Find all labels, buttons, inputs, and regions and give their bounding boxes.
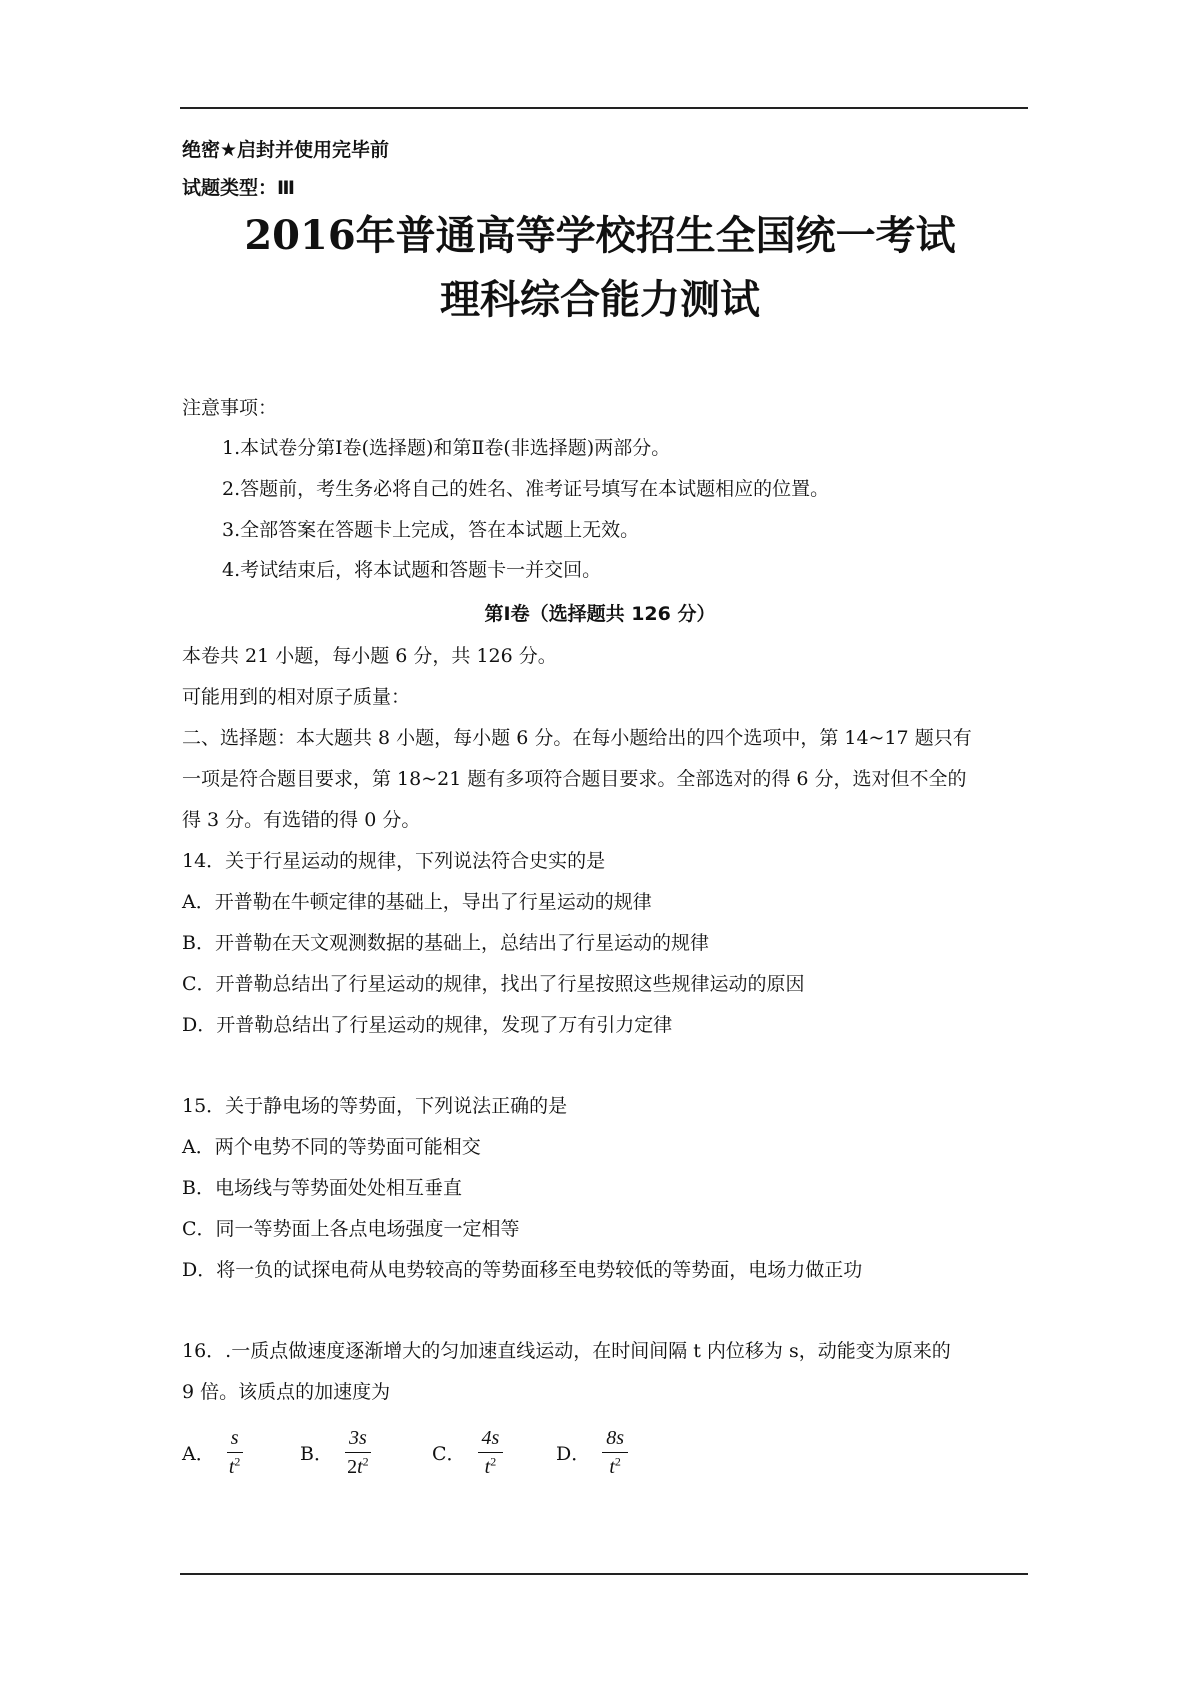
notes-item: 3.全部答案在答题卡上完成，答在本试题上无效。 [222,519,640,541]
part2-instructions: 一项是符合题目要求，第 18~21 题有多项符合题目要求。全部选对的得 6 分，选对但不全的 [182,768,967,790]
option-label: B． [300,1442,333,1465]
question-stem: 16．.一质点做速度逐渐增大的匀加速直线运动，在时间间隔 t 内位移为 s，动能变为原来的 [182,1340,951,1362]
denominator-exp: 2 [490,1453,497,1468]
question-option: C．开普勒总结出了行星运动的规律，找出了行星按照这些规律运动的原因 [182,973,805,995]
denominator-exp: 2 [234,1453,241,1468]
option-label: A． [182,1442,215,1465]
question-option: D．开普勒总结出了行星运动的规律，发现了万有引力定律 [182,1014,673,1036]
section-heading: 第Ⅰ卷（选择题共 126 分） [484,603,716,625]
question-stem: 14．关于行星运动的规律，下列说法符合史实的是 [182,850,606,872]
question-option: B．电场线与等势面处处相互垂直 [182,1177,462,1199]
fraction-denominator [609,1453,621,1479]
denominator-var: t [357,1455,363,1478]
denominator-coef: 2 [347,1455,358,1478]
fraction-numerator: 3s [348,1426,367,1449]
notes-item: 2.答题前，考生务必将自己的姓名、准考证号填写在本试题相应的位置。 [222,478,830,500]
fraction-numerator: 4s [481,1426,500,1449]
fraction-option [182,1422,243,1482]
question-stem: 9 倍。该质点的加速度为 [182,1381,391,1403]
question-option: A．两个电势不同的等势面可能相交 [182,1136,481,1158]
question-stem: 15．关于静电场的等势面，下列说法正确的是 [182,1095,568,1117]
atomic-mass-label: 可能用到的相对原子质量： [182,686,411,708]
fraction-numerator: s [230,1426,239,1449]
denominator-var: t [609,1455,615,1478]
fraction-denominator [229,1453,241,1479]
confidential-label: 绝密★启封并使用完毕前 [182,139,390,161]
fraction [478,1426,504,1479]
exam-title: 2016年普通高等学校招生全国统一考试 [244,212,956,259]
part2-instructions: 二、选择题：本大题共 8 小题，每小题 6 分。在每小题给出的四个选项中，第 14~17 题只有 [182,727,972,749]
top-rule [180,107,1028,109]
bottom-rule [180,1573,1028,1575]
fraction-option [556,1422,628,1482]
notes-item: 4.考试结束后，将本试题和答题卡一并交回。 [222,559,602,581]
question-option: A．开普勒在牛顿定律的基础上，导出了行星运动的规律 [182,891,652,913]
denominator-exp: 2 [362,1453,369,1468]
question-option: B．开普勒在天文观测数据的基础上，总结出了行星运动的规律 [182,932,709,954]
notes-heading: 注意事项： [182,397,278,419]
option-label: D． [556,1442,591,1465]
fraction-option [432,1422,503,1482]
fraction-numerator: 8s [606,1426,625,1449]
question-option: D．将一负的试探电荷从电势较高的等势面移至电势较低的等势面，电场力做正功 [182,1259,863,1281]
fraction-denominator [485,1453,497,1479]
option-label: C． [432,1442,466,1465]
part2-instructions: 得 3 分。有选错的得 0 分。 [182,809,421,831]
exam-subtitle: 理科综合能力测试 [440,276,760,323]
fraction [345,1426,371,1479]
fraction-denominator [347,1453,369,1479]
section-intro: 本卷共 21 小题，每小题 6 分，共 126 分。 [182,645,557,667]
notes-item: 1.本试卷分第Ⅰ卷(选择题)和第Ⅱ卷(非选择题)两部分。 [222,437,671,459]
fraction [602,1426,628,1479]
fraction-option [300,1422,371,1482]
question-option: C．同一等势面上各点电场强度一定相等 [182,1218,520,1240]
fraction [227,1426,243,1479]
paper-type-label: 试题类型：Ⅲ [182,177,295,199]
denominator-var: t [484,1455,491,1478]
denominator-var: t [228,1455,235,1478]
denominator-exp: 2 [614,1453,621,1468]
